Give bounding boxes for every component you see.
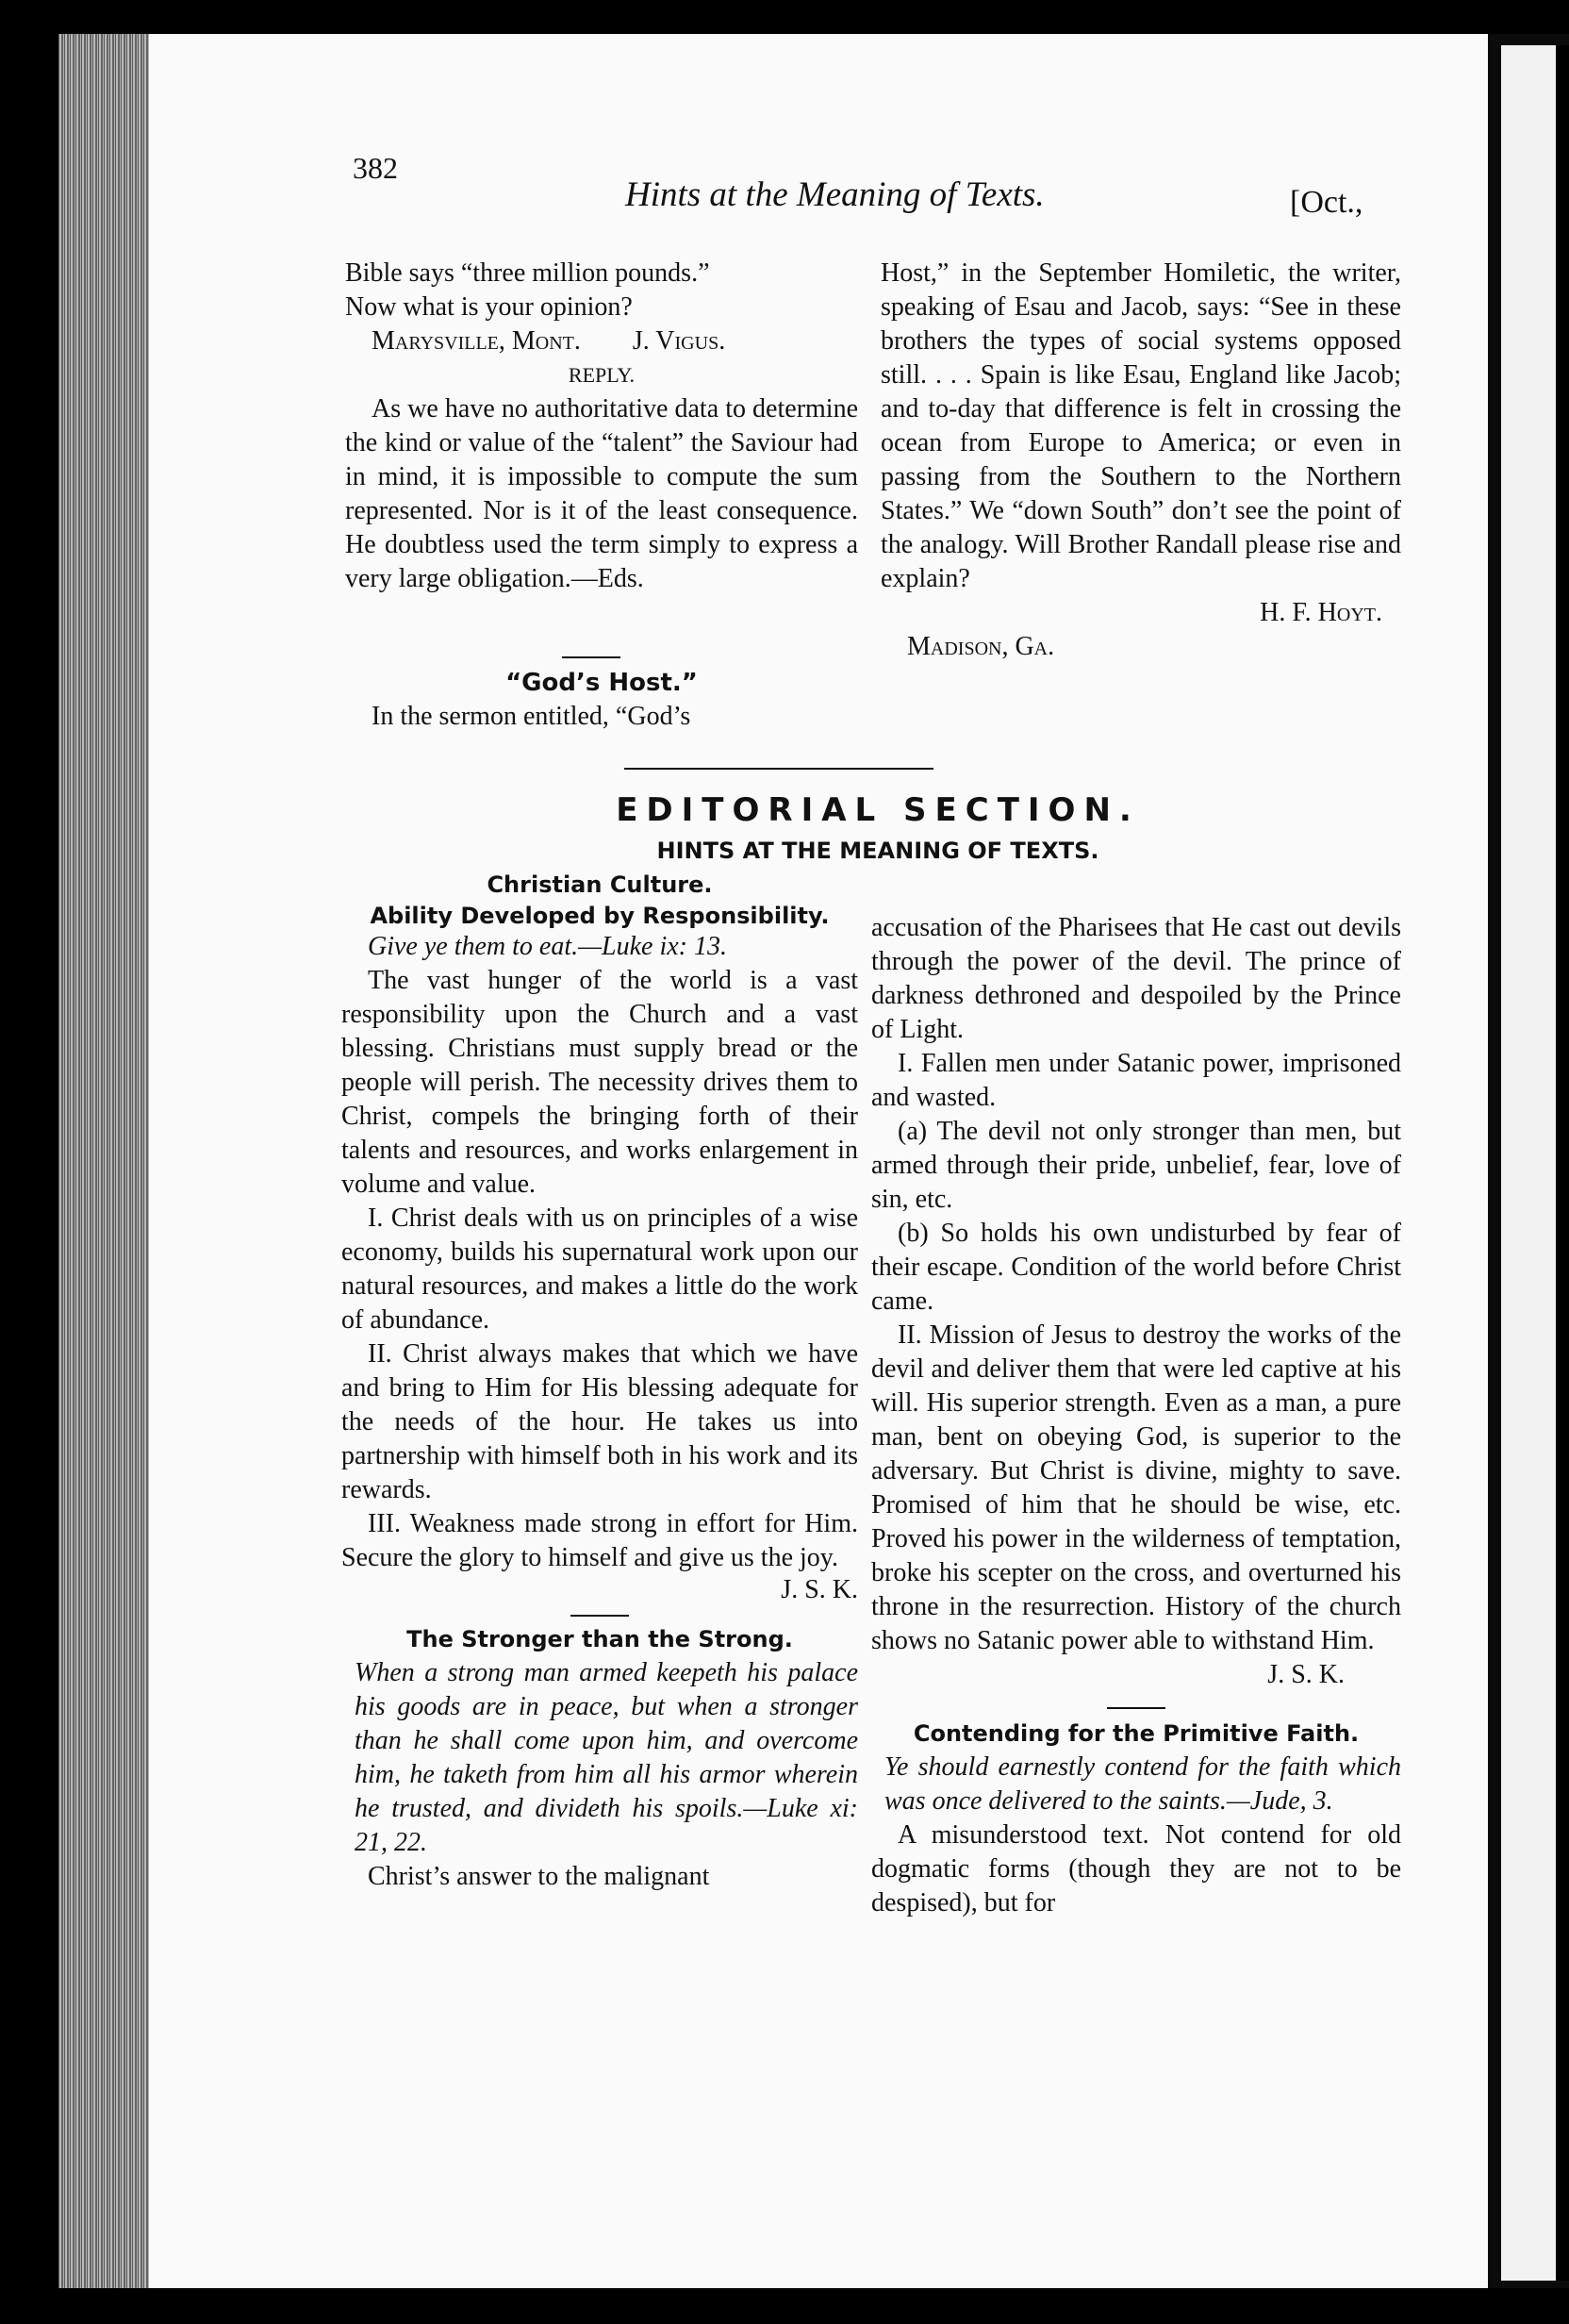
article-signature: J. S. K.: [1267, 1660, 1345, 1689]
signature-place: Madison, Ga.: [907, 632, 1055, 661]
article-column-1: [341, 868, 858, 1894]
article-paragraph: A misunderstood text. Not contend for old dogmatic forms (though they are not to be despised), but for: [871, 1820, 1401, 1917]
section-rule: [624, 768, 933, 770]
signature-name: H. F. Hoyt.: [1260, 598, 1382, 627]
article-paragraph: (b) So holds his own undisturbed by fear of their escape. Condition of the world before Christ came.: [871, 1219, 1401, 1316]
running-title: Hints at the Meaning of Texts.: [625, 175, 1045, 214]
letter-line-1: Bible says “three million pounds.”: [345, 258, 710, 288]
page-edge-stack: [58, 34, 149, 2288]
scripture-text: Give ye them to eat.—Luke ix: 13.: [368, 932, 727, 961]
reply-heading: REPLY.: [568, 363, 636, 387]
letter-signature: [345, 324, 858, 358]
gods-host-heading: “God’s Host.”: [505, 669, 698, 697]
book-spine-shadow: [1556, 45, 1569, 2281]
scripture-text: Ye should earnestly contend for the faith which was once delivered to the saints.—Jude, 3.: [884, 1752, 1401, 1816]
article-paragraph: (a) The devil not only stronger than men, but armed through their pride, unbelief, fear, love of sin, etc.: [871, 1117, 1401, 1214]
article-title: The Stronger than the Strong.: [406, 1626, 793, 1652]
letter-column-1: [345, 257, 858, 596]
article-title: Ability Developed by Responsibility.: [370, 903, 830, 929]
article-paragraph: II. Mission of Jesus to destroy the works of the devil and deliver them that were led captive at his will. His superior strength. Even as a man, a pure man, bent on obeying God, is superior to the adversary. But Christ is divine, mighty to save. Promised of him that he should be wise, etc. Proved his power in the wilderness of temptation, broke his scepter on the cross, and overturned his throne in the resurrection. History of the church shows no Satanic power able to withstand Him.: [871, 1320, 1401, 1655]
article-title: Contending for the Primitive Faith.: [913, 1720, 1360, 1747]
editorial-section-title: EDITORIAL SECTION.: [616, 791, 1140, 829]
facing-page-edge: [1501, 45, 1558, 2281]
gods-host-text: In the sermon entitled, “God’s: [372, 702, 691, 731]
letter-line-2: Now what is your opinion?: [345, 292, 633, 322]
editorial-subtitle: HINTS AT THE MEANING OF TEXTS.: [656, 838, 1099, 864]
article-paragraph: II. Christ always makes that which we have and bring to Him for His blessing adequate for the needs of the hour. He takes us into partnership with himself both in his work and its rewards.: [341, 1339, 858, 1504]
scripture-text: When a strong man armed keepeth his palace his goods are in peace, but when a stronger than he shall come upon him, and overcome him, he taketh from him all his armor wherein he trusted, and divideth his spoils.—Luke xi: 21, 22.: [355, 1658, 858, 1857]
article-signature: J. S. K.: [781, 1575, 858, 1604]
divider-rule: [562, 656, 620, 658]
article-column-2: [871, 911, 1401, 1920]
signature-name: J. Vigus.: [632, 326, 726, 356]
signature-place: Marysville, Mont.: [372, 326, 581, 356]
letter-continuation: Host,” in the September Homiletic, the writer, speaking of Esau and Jacob, says: “See in these brothers the types of social systems opposed still. . . . Spain is like Esau, England like Jacob; and to-day that difference is felt in crossing the ocean from Europe to America; or even in passing from the Southern to the Northern States.” We “down South” don’t see the point of the analogy. Will Brother Randall please rise and explain?: [881, 258, 1401, 593]
article-paragraph: I. Christ deals with us on principles of a wise economy, builds his supernatural work upon our natural resources, and makes a little do the work of abundance.: [341, 1204, 858, 1335]
book-page: [149, 34, 1488, 2288]
article-paragraph: I. Fallen men under Satanic power, imprisoned and wasted.: [871, 1049, 1401, 1112]
reply-text: As we have no authoritative data to determine the kind or value of the “talent” the Saviour had in mind, it is impossible to compute the sum represented. Nor is it of the least consequence. He doubtless used the term simply to express a very large obligation.—Eds.: [345, 394, 858, 593]
divider-rule: [1107, 1707, 1165, 1709]
letter-column-2: [881, 257, 1401, 664]
section-label: Christian Culture.: [487, 872, 713, 898]
article-paragraph: The vast hunger of the world is a vast responsibility upon the Church and a vast blessing. Christians must supply bread or the people will perish. The necessity drives them to Christ, compels the bringing forth of their talents and resources, and works enlargement in volume and value.: [341, 966, 858, 1199]
divider-rule: [570, 1615, 629, 1617]
article-paragraph: III. Weakness made strong in effort for Him. Secure the glory to himself and give us the joy.: [341, 1509, 858, 1572]
month-label: [Oct.,: [1290, 185, 1363, 220]
article-paragraph: accusation of the Pharisees that He cast out devils through the power of the devil. The prince of darkness dethroned and despoiled by the Prince of Light.: [871, 913, 1401, 1044]
page-number: 382: [353, 151, 398, 185]
article-paragraph: Christ’s answer to the malignant: [368, 1862, 710, 1891]
